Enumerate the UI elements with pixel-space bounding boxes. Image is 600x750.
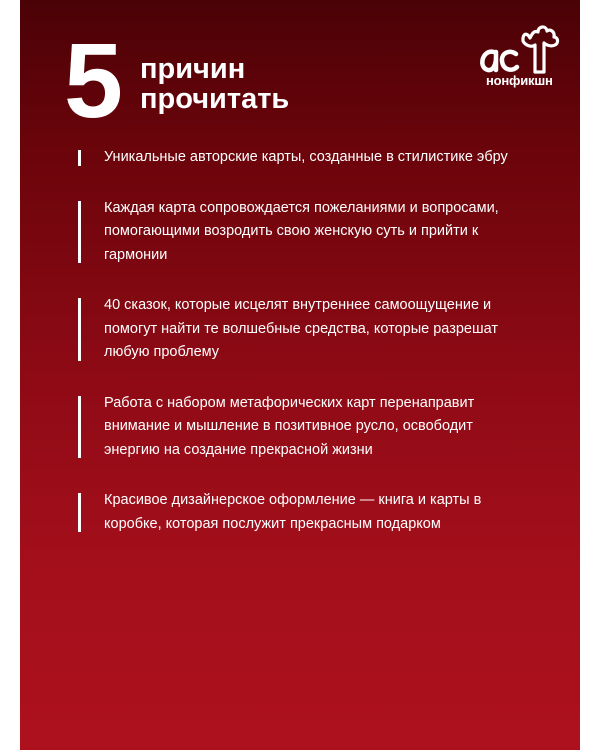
heading-title <box>140 54 289 114</box>
reason-item <box>78 294 528 365</box>
heading-line-2: прочитать <box>140 83 290 115</box>
reason-item <box>78 489 528 536</box>
reason-bar-icon <box>78 201 81 264</box>
reason-bar-icon <box>78 298 81 361</box>
logo-ast-mark <box>472 22 568 78</box>
heading-number: 5 <box>64 22 121 140</box>
logo-wordmark: нонфикшн <box>486 73 553 88</box>
reasons-list <box>78 146 528 563</box>
heading-line-1: причин <box>140 53 246 85</box>
reason-text: Работа с набором метафорических карт перенаправит внимание и мышление в позитивное русло, освободит энергию на создание прекрасной жизни <box>104 394 475 458</box>
reason-item <box>78 146 528 170</box>
reason-bar-icon <box>78 396 81 459</box>
publisher-logo <box>472 22 568 96</box>
reason-bar-icon <box>78 493 81 532</box>
reason-item <box>78 197 528 268</box>
reason-text: Каждая карта сопровождается пожеланиями и вопросами, помогающими возродить свою женскую суть и прийти к гармонии <box>104 199 499 263</box>
reason-text: Красивое дизайнерское оформление — книга и карты в коробке, которая послужит прекрасным подарком <box>104 492 482 532</box>
reason-text: 40 сказок, которые исцелят внутреннее самоощущение и помогут найти те волшебные средства, которые разрешат любую проблему <box>104 297 498 360</box>
reason-bar-icon <box>78 150 81 166</box>
reason-text: Уникальные авторские карты, созданные в стилистике эбру <box>104 149 508 165</box>
reason-item <box>78 392 528 463</box>
promo-card <box>20 0 580 750</box>
